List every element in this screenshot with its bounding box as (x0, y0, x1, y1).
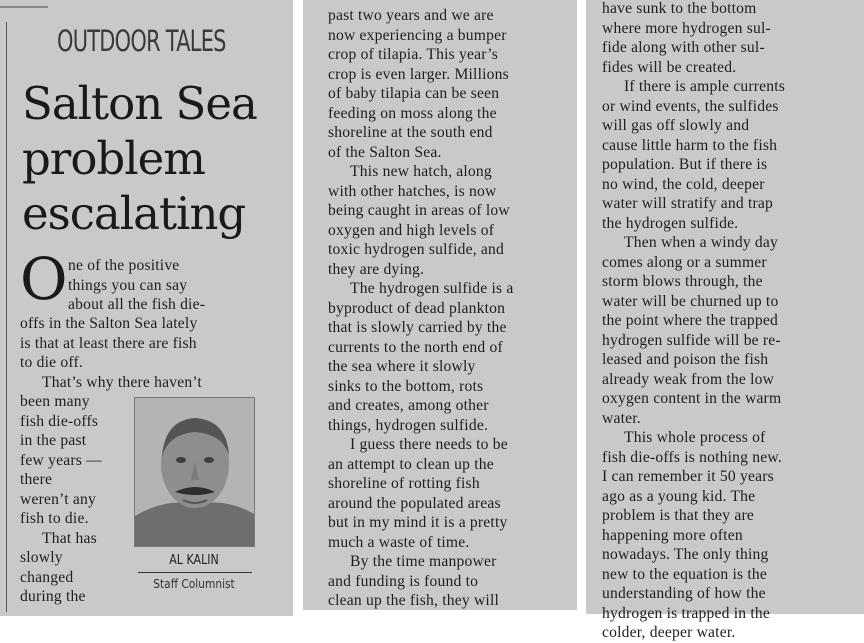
body-line: happening more often (602, 526, 743, 544)
body-line: things you can say (68, 276, 188, 294)
body-line: is that at least there are fish (20, 334, 197, 352)
body-line: being caught in areas of low (328, 202, 510, 219)
body-line: offs in the Salton Sea lately (20, 315, 198, 332)
byline-role: Staff Columnist (153, 576, 235, 591)
body-line: they are dying. (328, 260, 425, 278)
body-line: fide along with other sul- (602, 39, 765, 56)
body-line: currents to the north end of (328, 338, 503, 356)
body-line: water. (602, 409, 641, 427)
body-line: things, hydrogen sulfide. (328, 416, 489, 434)
body-line: nowadays. The only thing (602, 546, 769, 563)
columnist-portrait-image (135, 398, 254, 546)
body-line: fish die-offs is nothing new. (602, 448, 782, 466)
columnist-photo (134, 397, 255, 547)
clipping-column-3 (586, 0, 864, 641)
lead-full-width (20, 314, 202, 392)
body-line: fish to die. (20, 510, 89, 527)
body-line: I can remember it 50 years (602, 468, 774, 485)
body-line: now experiencing a bumper (328, 26, 507, 44)
body-line: population. But if there is (602, 156, 768, 173)
column-rule (6, 22, 7, 612)
body-line: changed (20, 568, 74, 586)
body-line: weren’t any (20, 490, 96, 508)
body-line: understanding of how the (602, 585, 766, 602)
body-line: but in my mind it is a pretty (328, 514, 508, 531)
body-line: where more hydrogen sul- (602, 19, 771, 37)
body-line: or wind events, the sulfides (602, 97, 779, 115)
headline-line: Salton Sea (22, 77, 257, 130)
headline-line: escalating (22, 187, 246, 240)
drop-cap: O (20, 245, 68, 313)
body-line: cause little harm to the fish (602, 136, 778, 154)
body-line: past two years and we are (328, 7, 494, 24)
body-line: That’s why there haven’t (42, 373, 202, 391)
body-line: I guess there needs to be (350, 436, 508, 453)
body-line: byproduct of dead plankton (328, 299, 506, 317)
body-line: that is slowly carried by the (328, 319, 507, 336)
body-line: If there is ample currents (624, 78, 786, 95)
body-line: with other hatches, is now (328, 182, 497, 200)
clipping-column-2 (303, 0, 577, 610)
body-line: This new hatch, along (350, 163, 492, 180)
body-line: water will stratify and trap (602, 195, 774, 212)
clipping-edge-mark (0, 6, 48, 8)
body-line: the sea where it slowly (328, 358, 476, 375)
column-2-text (328, 6, 514, 611)
body-line: That has (42, 529, 97, 547)
body-line: toxic hydrogen sulfide, and (328, 241, 505, 258)
body-line: will gas off slowly and (602, 117, 750, 134)
body-line: Then when a windy day (624, 234, 779, 251)
body-line: of baby tilapia can be seen (328, 85, 500, 102)
body-line: the point where the trapped (602, 312, 779, 329)
body-line: hydrogen is trapped in the (602, 604, 771, 622)
body-line: crop is even larger. Millions (328, 65, 509, 83)
narrow-paragraph (20, 392, 102, 607)
body-line: have sunk to the bottom (602, 0, 757, 17)
lead-beside-cap (68, 256, 205, 315)
body-line: water will be churned up to (602, 292, 779, 310)
clipping-column-1 (0, 0, 293, 616)
body-line: few years — (20, 451, 102, 469)
body-line: already weak from the low (602, 370, 775, 388)
body-line: the hydrogen sulfide. (602, 214, 739, 232)
body-line: about all the fish die- (68, 296, 206, 313)
body-line: By the time manpower (350, 553, 497, 570)
body-line: feeding on moss along the (328, 104, 497, 122)
body-line: around the populated areas (328, 494, 501, 512)
body-line: and creates, among other (328, 397, 489, 414)
body-line: colder, deeper water. (602, 624, 736, 641)
body-line: hydrogen sulfide will be re- (602, 331, 781, 349)
byline-rule (138, 572, 252, 573)
body-line: sinks to the bottom, rots (328, 377, 484, 395)
column-3-text (602, 0, 785, 643)
body-line: and funding is found to (328, 572, 479, 590)
body-line: during the (20, 588, 86, 605)
kicker: OUTDOOR TALES (57, 24, 226, 58)
body-line: slowly (20, 549, 63, 566)
body-line: storm blows through, the (602, 273, 763, 290)
byline-name: AL KALIN (169, 553, 219, 568)
body-line: to die off. (20, 354, 83, 371)
body-line: in the past (20, 432, 87, 449)
body-line: shoreline at the south end (328, 124, 493, 141)
body-line: been many (20, 393, 90, 410)
body-line: problem is that they are (602, 507, 755, 524)
body-line: The hydrogen sulfide is a (350, 280, 514, 297)
body-line: fish die-offs (20, 412, 99, 430)
body-line: ago as a young kid. The (602, 487, 756, 505)
body-line: oxygen and high levels of (328, 221, 495, 239)
body-line: clean up the fish, they will (328, 592, 500, 609)
body-line: oxygen content in the warm (602, 390, 782, 407)
body-line: there (20, 471, 53, 488)
body-line: leased and poison the fish (602, 351, 769, 368)
body-line: much a waste of time. (328, 533, 470, 551)
body-line: crop of tilapia. This year’s (328, 46, 499, 63)
body-line: ne of the positive (68, 257, 180, 274)
headline-line: problem (22, 132, 205, 185)
body-line: of the Salton Sea. (328, 143, 442, 161)
body-line: new to the equation is the (602, 565, 767, 583)
body-line: fides will be created. (602, 58, 737, 76)
headline (22, 76, 292, 241)
body-line: an attempt to clean up the (328, 455, 494, 473)
body-line: This whole process of (624, 429, 766, 446)
body-line: comes along or a summer (602, 253, 767, 271)
body-line: no wind, the cold, deeper (602, 175, 765, 193)
body-line: shoreline of rotting fish (328, 475, 480, 492)
